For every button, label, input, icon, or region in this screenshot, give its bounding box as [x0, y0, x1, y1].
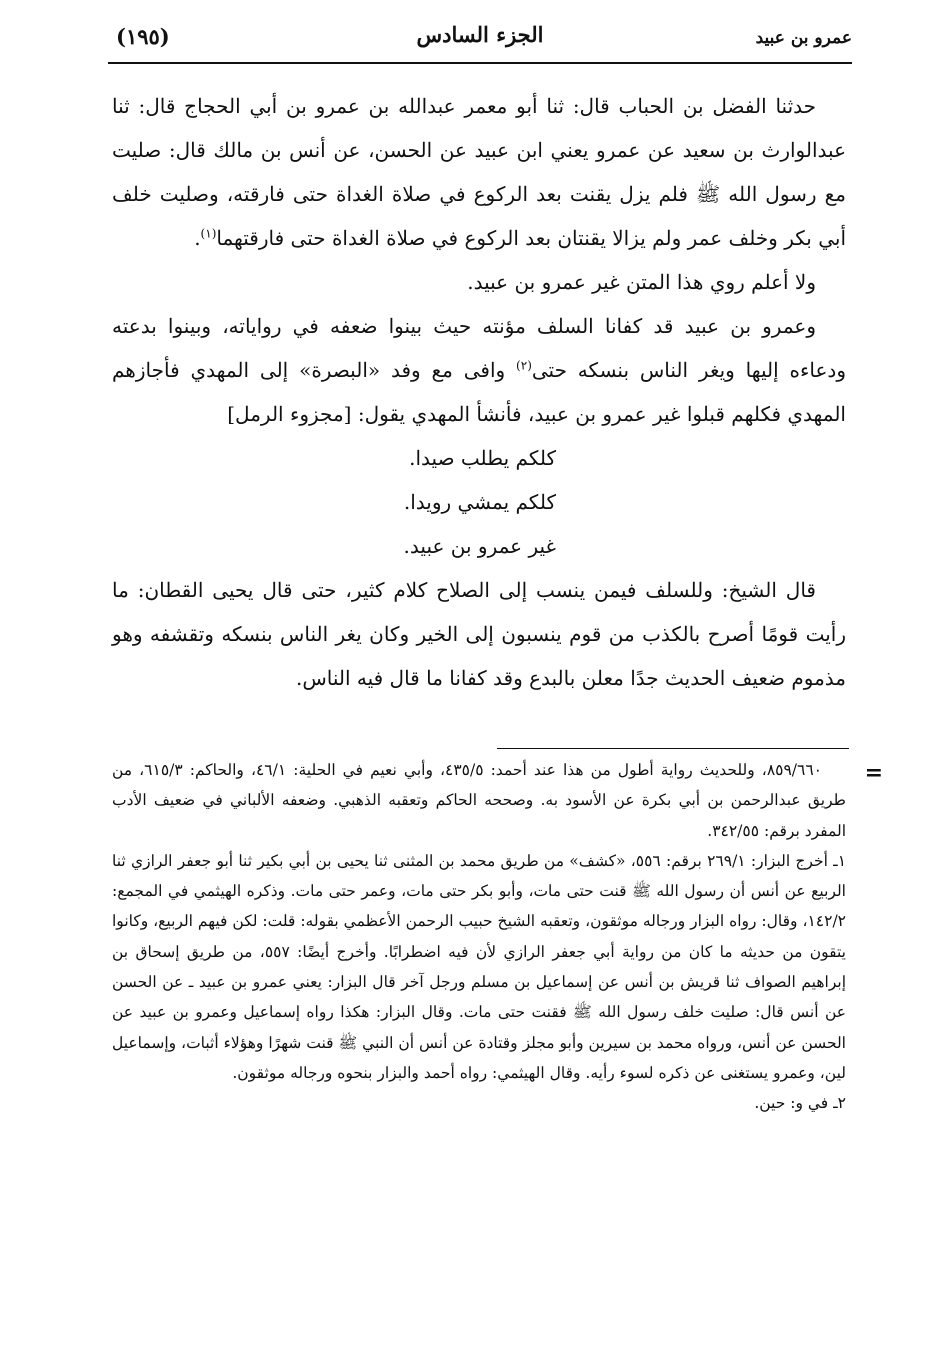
volume-title: الجزء السادس — [416, 22, 544, 47]
poem-line: كلكم يطلب صيدا. — [409, 446, 556, 470]
page-number: (١٩٥) — [116, 24, 170, 49]
footnotes — [112, 755, 846, 1119]
page-header — [108, 14, 852, 64]
paragraph-amr — [112, 304, 846, 436]
running-head: عمرو بن عبيد — [755, 28, 852, 48]
paragraph-amr-text-a: وعمرو بن عبيد قد كفانا السلف مؤنته حيث بينوا ضعفه في رواياته، وبينوا بدعته ودعاءه إليها ويغر الناس بنسكه حتى — [112, 314, 846, 382]
continuation-marker: = — [864, 760, 883, 786]
paragraph-hadith-end: . — [194, 226, 201, 250]
paragraph-amr-text-b: وافى مع وفد «البصرة» إلى المهدي فأجازهم المهدي فكلهم قبلوا غير عمرو بن عبيد، فأنشأ المهدي يقول: [مجزوء الرمل] — [112, 358, 846, 426]
paragraph-hadith — [112, 84, 846, 260]
footnote-1: ١ـ أخرج البزار: ٢٦٩/١ برقم: ٥٥٦، «كشف» من طريق محمد بن المثنى ثنا يحيى بن أبي بكير ثنا أبو جعفر الرازي ثنا الربيع عن أنس أن رسول الله ﷺ قنت حتى مات، وأبو بكر حتى مات، وعمر حتى مات. وذكره الهيثمي في المجمع: ١٤٢/٢، وقال: رواه البزار ورجاله موثقون، وتعقبه الشيخ حبيب الرحمن الأعظمي بقوله: قلت: لكن فيهم الربيع، وكانوا يتقون من حديثه ما كان من رواية أبي جعفر الرازي لأن فيه اضطرابًا. وأخرج أيضًا: ٥٥٧، من طريق إسحاق بن إبراهيم الصواف ثنا قريش بن أنس عن إسماعيل بن مسلم ورجل آخر قال البزار: يعني عمرو بن عبيد ـ عن الحسن عن أنس قال: صليت خلف رسول الله ﷺ فقنت حتى مات. وقال البزار: هكذا رواه إسماعيل وعمرو بن عبيد عن الحسن عن أنس، ورواه محمد بن سيرين وأبو مجلز وقتادة عن أنس أن النبي ﷺ قنت شهرًا وهؤلاء أثبات، وإسماعيل لين، وعمرو يستغنى عن ذكره لسوء رأيه. وقال الهيثمي: رواه أحمد والبزار بنحوه ورجاله موثقون. — [112, 851, 847, 1082]
footnote-2: ٢ـ في و: حين. — [754, 1094, 846, 1113]
footnote-divider — [497, 748, 849, 749]
paragraph-hadith-text: حدثنا الفضل بن الحباب قال: ثنا أبو معمر عبدالله بن عمرو بن أبي الحجاج قال: ثنا عبدالوارث بن سعيد عن عمرو يعني ابن عبيد عن الحسن، عن أنس بن مالك قال: صليت مع رسول الله ﷺ فلم يزل يقنت بعد الركوع في صلاة الغداة حتى فارقته، وصليت خلف أبي بكر وخلف عمر ولم يزالا يقنتان بعد الركوع في صلاة الغداة حتى فارقتهما — [112, 94, 846, 250]
paragraph-sheikh: قال الشيخ: وللسلف فيمن ينسب إلى الصلاح كلام كثير، حتى قال يحيى القطان: ما رأيت قومًا أصرح بالكذب من قوم ينسبون إلى الخير وكان يغر الناس بنسكه وتقشفه وهو مذموم ضعيف الحديث جدًا معلن بالبدع وقد كفانا ما قال فيه الناس. — [112, 578, 846, 690]
footnote-continuation: ٨٥٩/٦٦٠، وللحديث رواية أطول من هذا عند أحمد: ٤٣٥/٥، وأبي نعيم في الحلية: ٤٦/١، والحاكم: ٦١٥/٣، من طريق عبدالرحمن بن أبي بكرة عن الأسود به. وصححه الحاكم وتعقبه الذهبي. وضعفه الألباني في ضعيف الأدب المفرد برقم: ٣٤٢/٥٥. — [112, 761, 846, 840]
poem-line: كلكم يمشي رويدا. — [403, 490, 556, 514]
main-text — [112, 84, 846, 700]
footnote-ref-1: (١) — [200, 226, 217, 241]
poem-line: غير عمرو بن عبيد. — [403, 534, 556, 558]
footnote-ref-2: (٢) — [516, 358, 532, 373]
paragraph-remark: ولا أعلم روي هذا المتن غير عمرو بن عبيد. — [467, 270, 816, 294]
poem — [112, 436, 846, 568]
